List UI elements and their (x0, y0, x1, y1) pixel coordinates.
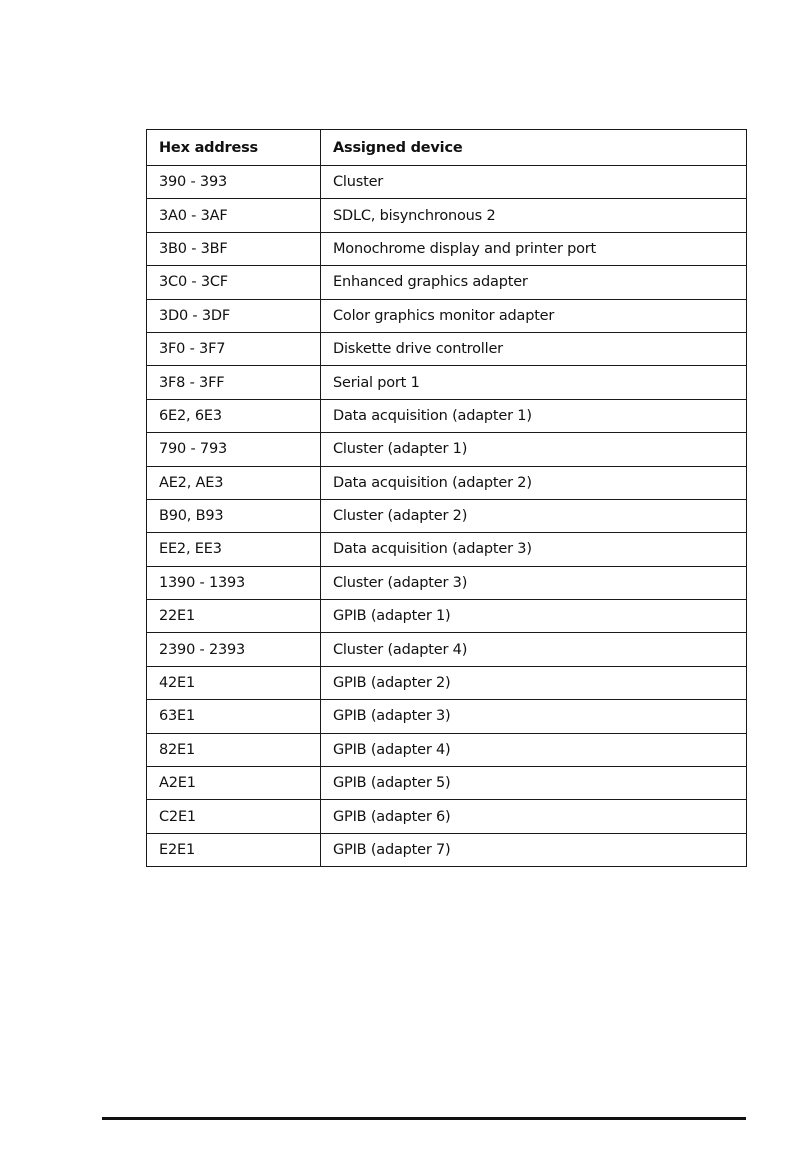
hex-address-cell: 63E1 (147, 700, 321, 733)
header-hex-address: Hex address (147, 130, 321, 166)
assigned-device-cell: Cluster (321, 166, 747, 199)
table-row (147, 433, 747, 466)
assigned-device-cell: GPIB (adapter 7) (321, 833, 747, 866)
table-row (147, 800, 747, 833)
hex-address-cell: 390 - 393 (147, 166, 321, 199)
io-address-table (146, 129, 747, 867)
hex-address-cell: A2E1 (147, 767, 321, 800)
table-header (147, 130, 747, 166)
header-assigned-device: Assigned device (321, 130, 747, 166)
hex-address-cell: 3D0 - 3DF (147, 299, 321, 332)
hex-address-cell: 3F0 - 3F7 (147, 332, 321, 365)
table-row (147, 366, 747, 399)
hex-address-cell: B90, B93 (147, 499, 321, 532)
table-row (147, 332, 747, 365)
hex-address-cell: 3B0 - 3BF (147, 232, 321, 265)
hex-address-cell: 3A0 - 3AF (147, 199, 321, 232)
hex-address-cell: 22E1 (147, 600, 321, 633)
hex-address-cell: 42E1 (147, 666, 321, 699)
hex-address-cell: 1390 - 1393 (147, 566, 321, 599)
hex-address-cell: AE2, AE3 (147, 466, 321, 499)
table-row (147, 733, 747, 766)
table-row (147, 232, 747, 265)
assigned-device-cell: Data acquisition (adapter 2) (321, 466, 747, 499)
table-row (147, 166, 747, 199)
assigned-device-cell: GPIB (adapter 5) (321, 767, 747, 800)
footer-rule (102, 1117, 746, 1120)
assigned-device-cell: GPIB (adapter 3) (321, 700, 747, 733)
table-row (147, 199, 747, 232)
assigned-device-cell: Diskette drive controller (321, 332, 747, 365)
assigned-device-cell: Monochrome display and printer port (321, 232, 747, 265)
header-row (147, 130, 747, 166)
table-row (147, 499, 747, 532)
assigned-device-cell: Cluster (adapter 2) (321, 499, 747, 532)
assigned-device-cell: Cluster (adapter 3) (321, 566, 747, 599)
table-row (147, 767, 747, 800)
table-row (147, 466, 747, 499)
assigned-device-cell: Cluster (adapter 1) (321, 433, 747, 466)
table-row (147, 533, 747, 566)
hex-address-cell: E2E1 (147, 833, 321, 866)
table-body (147, 166, 747, 867)
assigned-device-cell: Cluster (adapter 4) (321, 633, 747, 666)
hex-address-cell: 82E1 (147, 733, 321, 766)
assigned-device-cell: Color graphics monitor adapter (321, 299, 747, 332)
table-row (147, 399, 747, 432)
table-row (147, 666, 747, 699)
assigned-device-cell: GPIB (adapter 1) (321, 600, 747, 633)
assigned-device-cell: GPIB (adapter 4) (321, 733, 747, 766)
assigned-device-cell: GPIB (adapter 6) (321, 800, 747, 833)
table-row (147, 566, 747, 599)
hex-address-cell: 2390 - 2393 (147, 633, 321, 666)
hex-address-cell: 790 - 793 (147, 433, 321, 466)
assigned-device-cell: SDLC, bisynchronous 2 (321, 199, 747, 232)
table-row (147, 266, 747, 299)
assigned-device-cell: Data acquisition (adapter 3) (321, 533, 747, 566)
hex-address-cell: C2E1 (147, 800, 321, 833)
hex-address-cell: 3C0 - 3CF (147, 266, 321, 299)
assigned-device-cell: Enhanced graphics adapter (321, 266, 747, 299)
hex-address-cell: 6E2, 6E3 (147, 399, 321, 432)
assigned-device-cell: Data acquisition (adapter 1) (321, 399, 747, 432)
assigned-device-cell: Serial port 1 (321, 366, 747, 399)
assigned-device-cell: GPIB (adapter 2) (321, 666, 747, 699)
table-row (147, 633, 747, 666)
table-row (147, 600, 747, 633)
table-row (147, 299, 747, 332)
hex-address-cell: 3F8 - 3FF (147, 366, 321, 399)
hex-address-cell: EE2, EE3 (147, 533, 321, 566)
table-row (147, 833, 747, 866)
table-row (147, 700, 747, 733)
